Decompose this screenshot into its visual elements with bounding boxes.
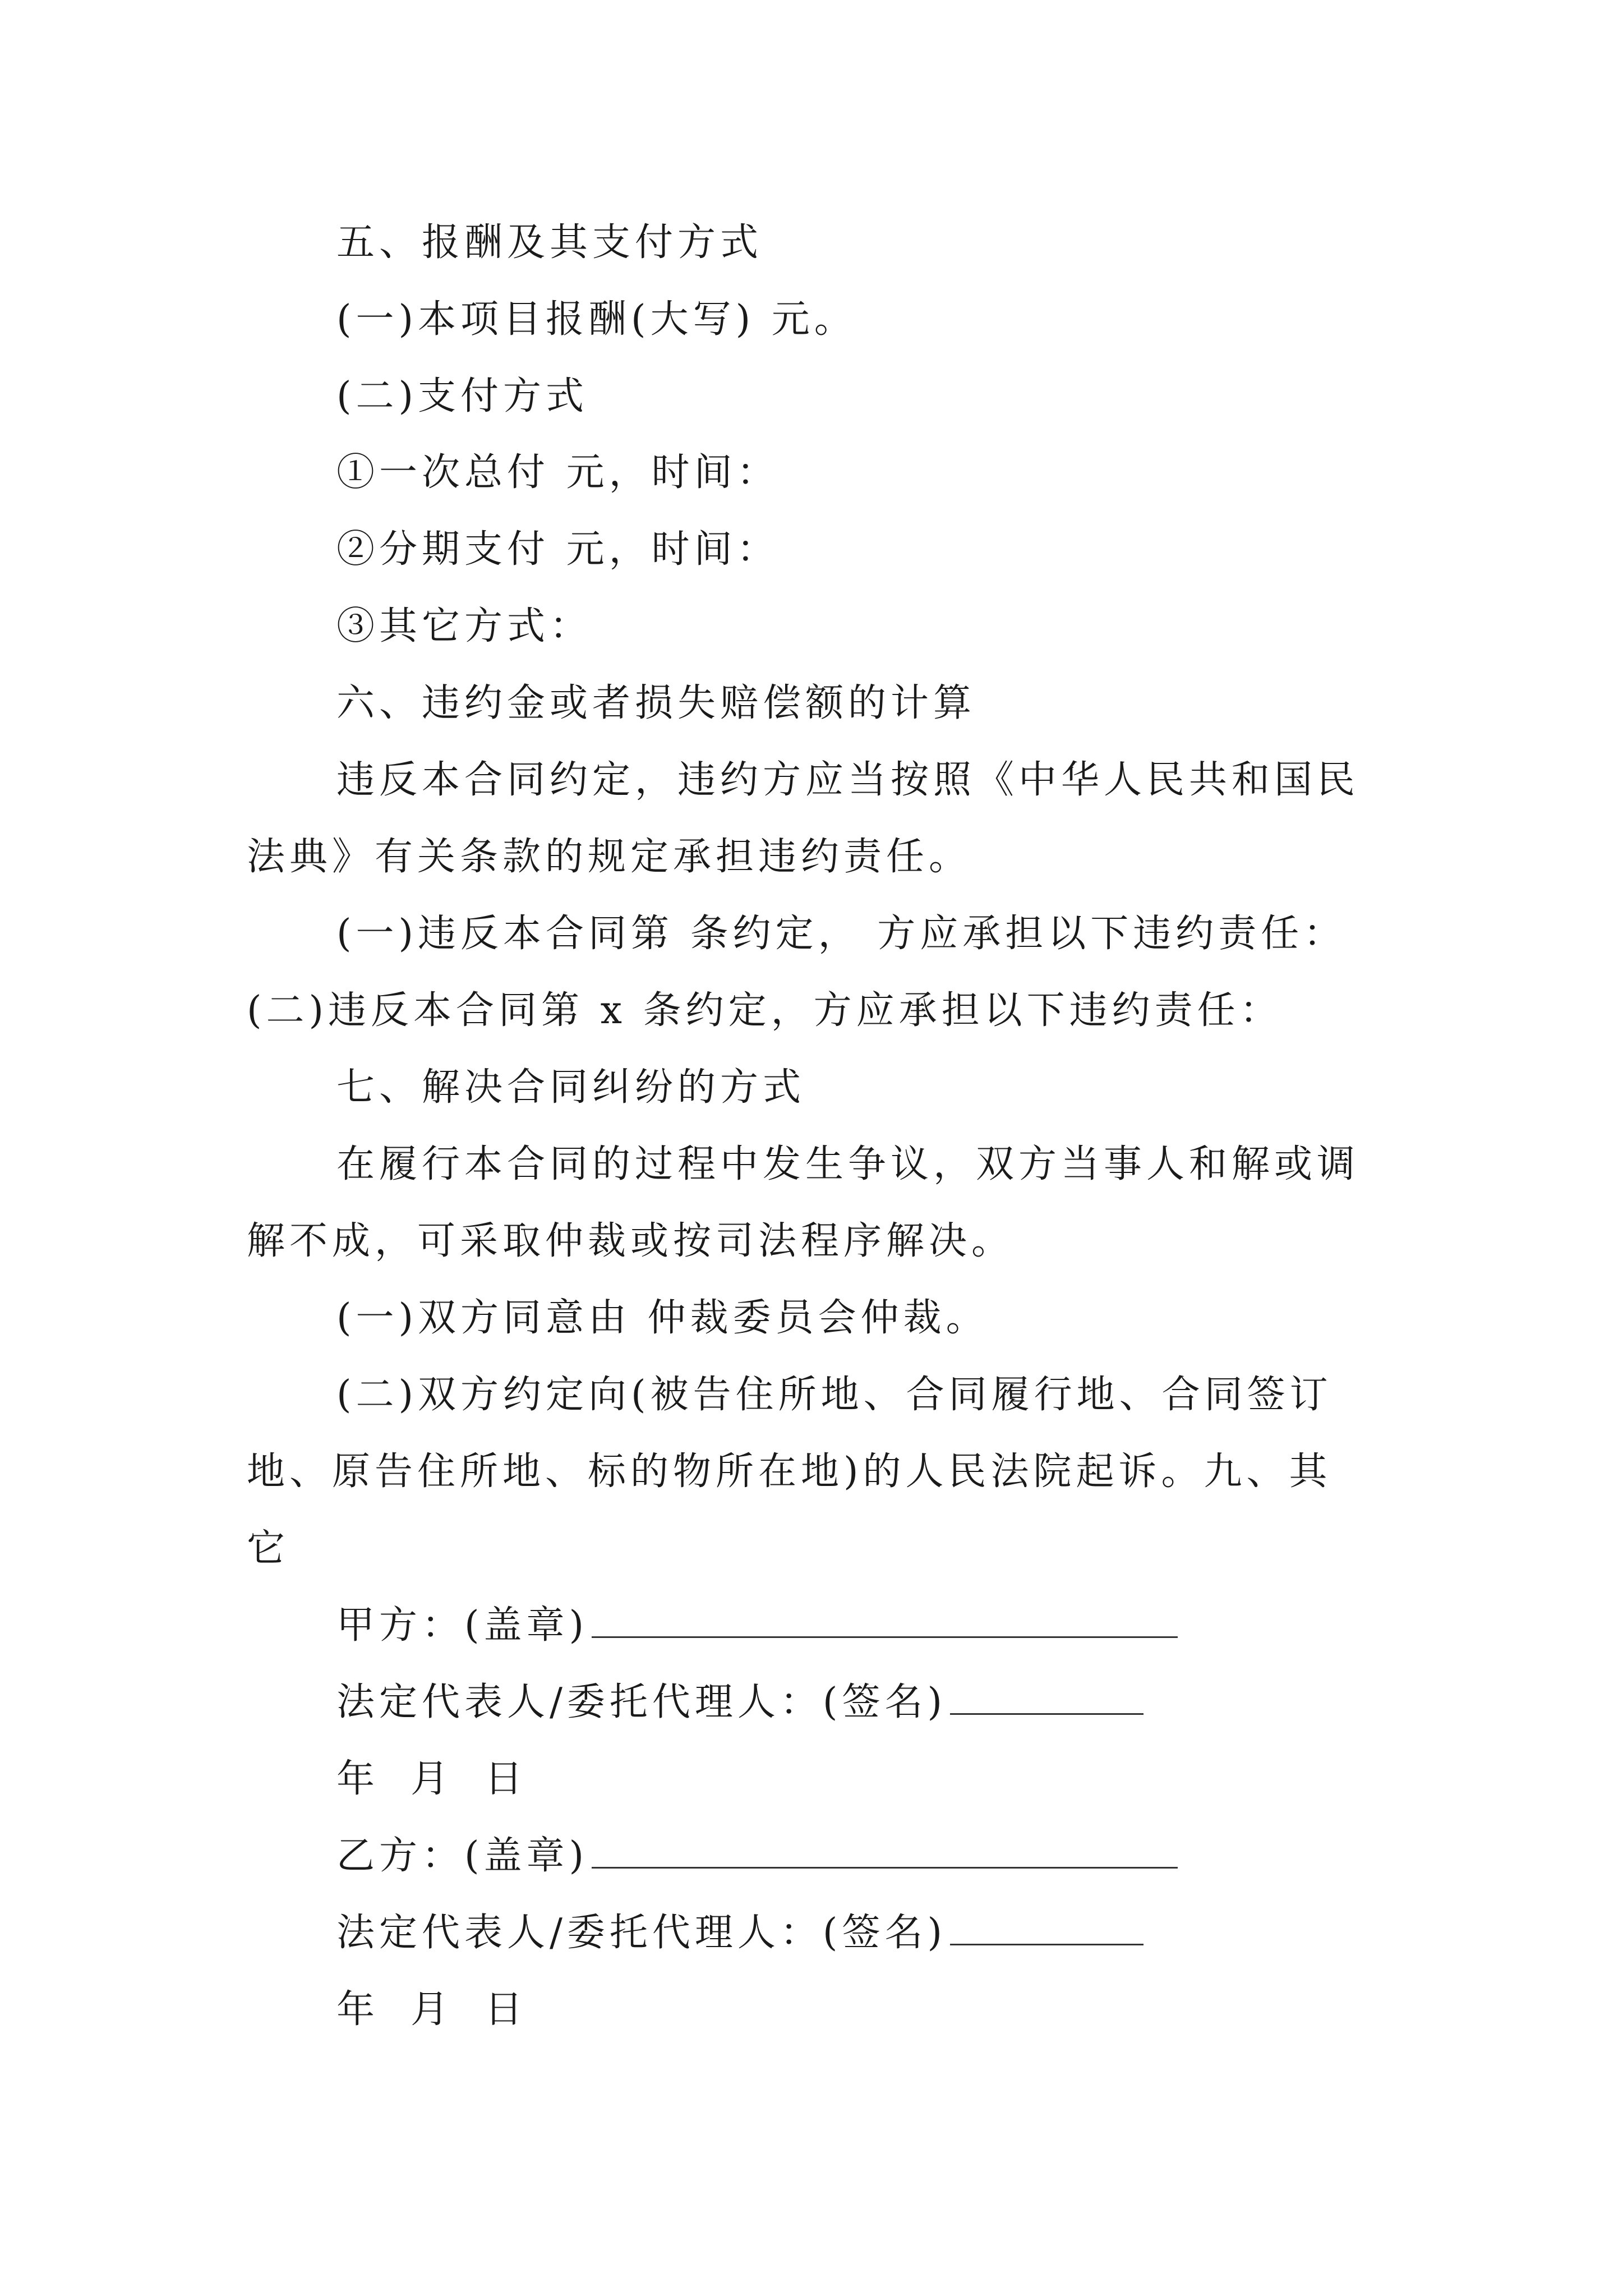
s5-item-2: (二)支付方式 <box>336 374 589 418</box>
party-b-seal-blank <box>592 1834 1178 1869</box>
s5-item-1: (一)本项目报酬(大写) 元。 <box>336 297 857 342</box>
s7-item-2-line-2: 地、原告住所地、标的物所在地)的人民法院起诉。九、其 <box>247 1450 1332 1494</box>
party-a-signature-blank <box>950 1681 1144 1715</box>
party-a-date-day: 日 <box>485 1757 528 1801</box>
s6-item-1: (一)违反本合同第 条约定， 方应承担以下违约责任： <box>336 912 1347 956</box>
party-b-date-year: 年 <box>336 1987 380 2032</box>
party-a-representative-row <box>336 1677 1144 1728</box>
party-a-seal-row <box>336 1600 1178 1651</box>
s7-item-2-line-1: (二)双方约定向(被告住所地、合同履行地、合同签订 <box>336 1373 1332 1417</box>
s7-paragraph-line-1: 在履行本合同的过程中发生争议，双方当事人和解或调 <box>336 1142 1360 1186</box>
party-a-seal-label: 甲方：(盖章) <box>336 1603 589 1648</box>
party-a-date-year: 年 <box>336 1757 380 1801</box>
section-6-heading: 六、违约金或者损失赔偿额的计算 <box>336 681 976 725</box>
party-a-date-row <box>336 1754 527 1805</box>
s7-paragraph-line-2: 解不成，可采取仲裁或按司法程序解决。 <box>247 1219 1015 1263</box>
party-b-signature-blank <box>950 1911 1144 1945</box>
party-b-date-month: 月 <box>411 1987 454 2032</box>
party-b-seal-label: 乙方：(盖章) <box>336 1834 589 1878</box>
s5-payment-option-1: ①一次总付 元，时间： <box>336 450 780 495</box>
s7-item-1: (一)双方同意由 仲裁委员会仲裁。 <box>336 1296 989 1340</box>
s7-item-2-line-3: 它 <box>247 1526 290 1571</box>
s5-payment-option-3: ③其它方式： <box>336 604 593 648</box>
section-5-heading: 五、报酬及其支付方式 <box>336 220 763 265</box>
party-a-date-month: 月 <box>411 1757 454 1801</box>
party-a-representative-label: 法定代表人/委托代理人：(签名) <box>336 1680 947 1724</box>
s6-item-2: (二)违反本合同第 x 条约定，方应承担以下违约责任： <box>247 988 1283 1033</box>
party-b-representative-row <box>336 1908 1144 1958</box>
section-7-heading: 七、解决合同纠纷的方式 <box>336 1065 806 1110</box>
s5-payment-option-2: ②分期支付 元，时间： <box>336 527 780 572</box>
party-a-seal-blank <box>592 1604 1178 1638</box>
s6-paragraph-line-1: 违反本合同约定，违约方应当按照《中华人民共和国民 <box>336 758 1360 802</box>
party-b-date-day: 日 <box>485 1987 528 2032</box>
party-b-date-row <box>336 1985 527 2035</box>
party-b-representative-label: 法定代表人/委托代理人：(签名) <box>336 1911 947 1955</box>
s6-paragraph-line-2: 法典》有关条款的规定承担违约责任。 <box>247 835 972 879</box>
party-b-seal-row <box>336 1831 1178 1881</box>
